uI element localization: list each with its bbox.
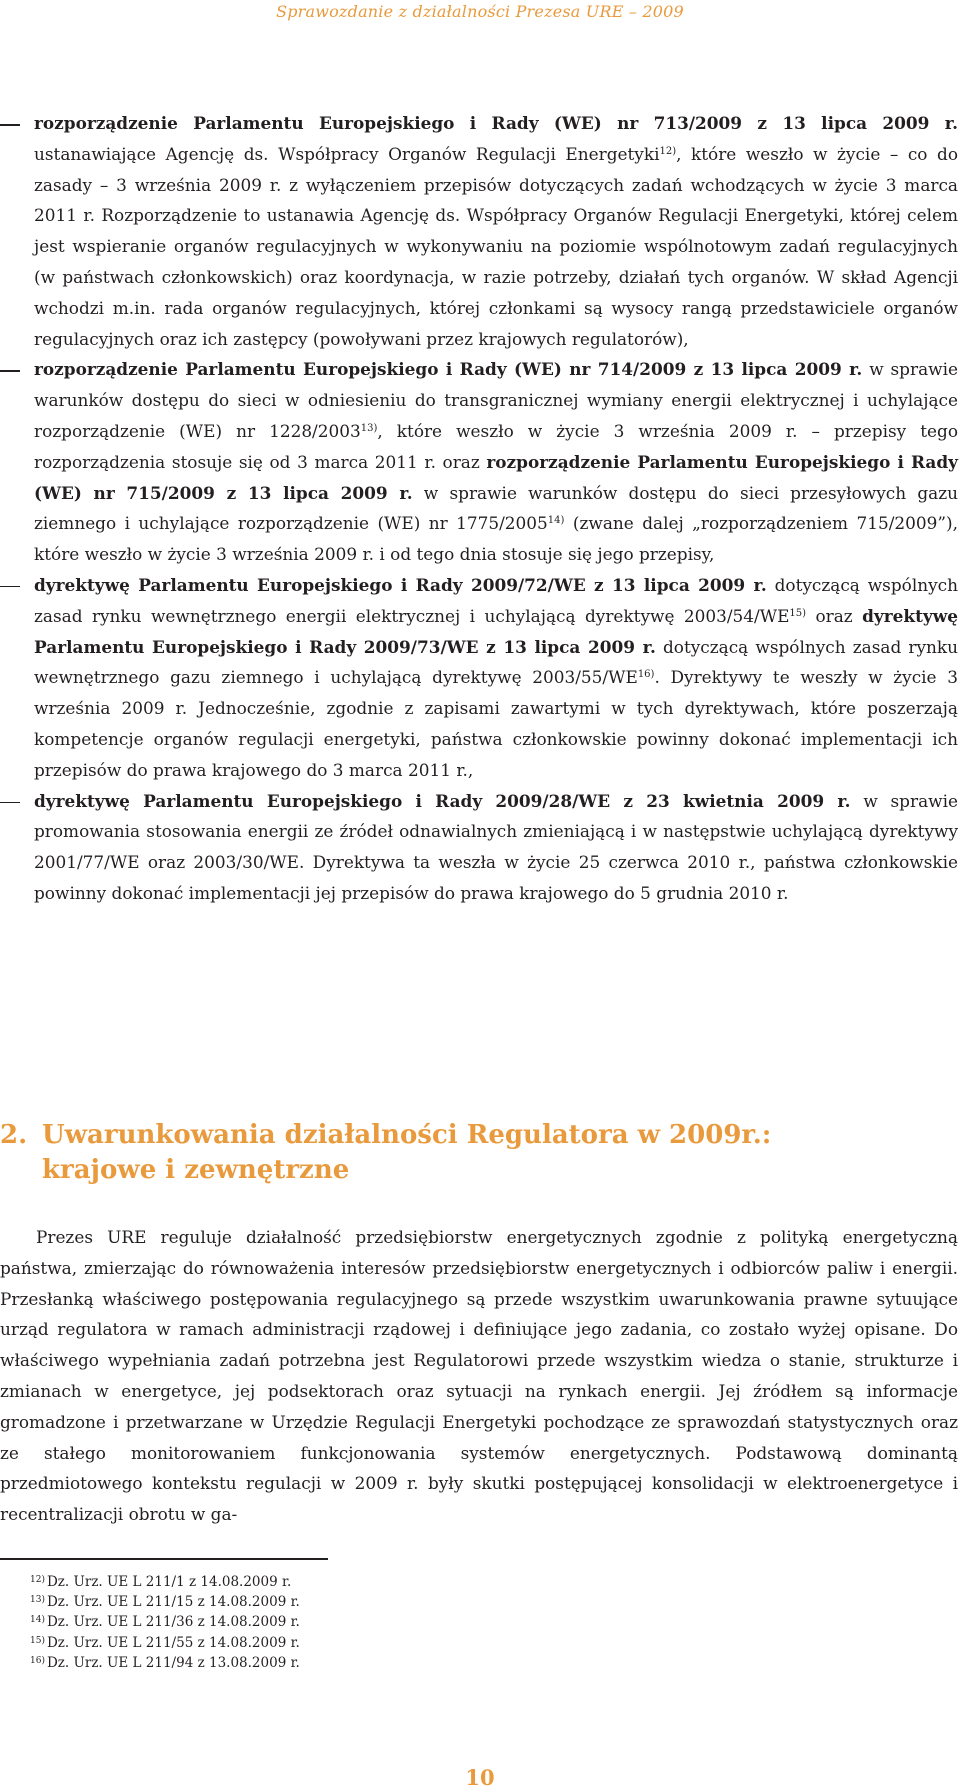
footnote-text: Dz. Urz. UE L 211/1 z 14.08.2009 r. bbox=[46, 1574, 292, 1590]
footnote bbox=[30, 1633, 300, 1653]
list-item bbox=[0, 786, 960, 909]
running-header: Sprawozdanie z działalności Prezesa URE – 2009 bbox=[276, 2, 684, 21]
footnote-text: Dz. Urz. UE L 211/36 z 14.08.2009 r. bbox=[46, 1614, 300, 1631]
body-paragraph: Prezes URE reguluje działalność przedsiębiorstw energetycznych zgodnie z polityką energetyczną państwa, zmierzając do równoważenia interesów przedsiębiorstw energetycznych i odbiorców paliw i energii. Przesłanką właściwego postępowania regulacyjnego są przede wszystkim uwarunkowania prawne sytuujące urząd regulatora w ramach administracji rządowej i definiujące jego zadania, co zostało wyżej opisane. Do właściwego wypełniania zadań potrzebna jest Regulatorowi przede wszystkim wiedza o stanie, strukturze i zmianach w energetyce, jej podsektorach oraz sytuacji na rynkach energii. Jej źródłem są informacje gromadzone i przetwarzane w Urzędzie Regulacji Energetyki pochodzące ze sprawozdań statystycznych oraz ze stałego monitorowaniem funkcjonowania systemów energetycznych. Podstawową dominantą przedmiotowego kontekstu regulacji w 2009 r. były skutki postępującej konsolidacji w elektroenergetyce i recentralizacji obrotu w ga- bbox=[0, 1227, 958, 1525]
footnote bbox=[30, 1653, 300, 1673]
item-text: w sprawie promowania stosowania energii ze źródeł odnawialnych zmieniającą i w następstwie uchylającą dyrektywy 2001/77/WE oraz 2003/30/WE. Dyrektywa ta weszła w życie 25 czerwca 2010 r., państwa członkowskie powinny dokonać implementacji jej przepisów do prawa krajowego do 5 grudnia 2010 r. bbox=[34, 790, 958, 903]
footnote-ref: 12) bbox=[659, 145, 677, 157]
list-item bbox=[0, 354, 960, 570]
footnote-mark: 13) bbox=[30, 1595, 45, 1606]
footnote bbox=[30, 1612, 300, 1632]
item-text: ustanawiające Agencję ds. Współpracy Organów Regulacji Energetyki bbox=[34, 143, 660, 164]
footnote-text: Dz. Urz. UE L 211/15 z 14.08.2009 r. bbox=[46, 1594, 300, 1611]
page-number: 10 bbox=[465, 1765, 495, 1790]
footnotes bbox=[30, 1572, 300, 1673]
footnote-text: Dz. Urz. UE L 211/55 z 14.08.2009 r. bbox=[46, 1634, 300, 1651]
item-text: , które weszło w życie 3 września 2009 r. – przepisy tego rozporządzenia stosuje się od 3 marca 2011 r. oraz bbox=[34, 420, 958, 472]
footnote-mark: 15) bbox=[30, 1635, 45, 1646]
legal-act-title: dyrektywę Parlamentu Europejskiego i Rady 2009/72/WE z 13 lipca 2009 r. bbox=[34, 574, 767, 595]
footnote-mark: 16) bbox=[30, 1655, 45, 1666]
footnote-mark: 14) bbox=[30, 1615, 45, 1626]
legal-act-title: dyrektywę Parlamentu Europejskiego i Rady 2009/73/WE z 13 lipca 2009 r. bbox=[34, 605, 959, 657]
legal-act-title: rozporządzenie Parlamentu Europejskiego i Rady (WE) nr 715/2009 z 13 lipca 2009 r. bbox=[34, 451, 958, 503]
legal-act-title: rozporządzenie Parlamentu Europejskiego i Rady (WE) nr 713/2009 z 13 lipca 2009 r. bbox=[34, 113, 958, 133]
item-text: . Dyrektywy te weszły w życie 3 września 2009 r. Jednocześnie, zgodnie z zapisami zawartymi w tych dyrektywach, które poszerzają kompetencje organów regulacji energetyki, państwa członkowskie powinny dokonać implementacji ich przepisów do prawa krajowego do 3 marca 2011 r., bbox=[34, 667, 958, 780]
item-text: w sprawie warunków dostępu do sieci w odniesieniu do transgranicznej wymiany energii elektrycznej i uchylające rozporządzenie (WE) nr 1228/2003 bbox=[34, 359, 958, 441]
footnote-ref: 14) bbox=[547, 515, 565, 527]
item-text: , które weszło w życie – co do zasady – 3 września 2009 r. z wyłączeniem przepisów dotyczących zadań wchodzących w życie 3 marca 2011 r. Rozporządzenie to ustanawia Agencję ds. Współpracy Organów Regulacji Energetyki, której celem jest wspieranie organów regulacyjnych w wykonywaniu na poziomie wspólnotowym zadań regulacyjnych (w państwach członkowskich) oraz koordynacja, w razie potrzeby, działań tych organów. W skład Agencji wchodzi m.in. rada organów regulacyjnych, której członkami są wysocy rangą przedstawiciele organów regulacyjnych oraz ich zastępcy (powoływani przez krajowych regulatorów), bbox=[34, 143, 958, 349]
section-heading bbox=[0, 1118, 960, 1188]
footnote-ref: 15) bbox=[789, 607, 807, 619]
legal-act-title: rozporządzenie Parlamentu Europejskiego i Rady (WE) nr 714/2009 z 13 lipca 2009 r. bbox=[34, 359, 863, 380]
section-number: 2. bbox=[0, 1120, 28, 1150]
legal-act-title: dyrektywę Parlamentu Europejskiego i Rady 2009/28/WE z 23 kwietnia 2009 r. bbox=[34, 790, 851, 811]
footnote-text: Dz. Urz. UE L 211/94 z 13.08.2009 r. bbox=[46, 1654, 300, 1671]
footnote-divider bbox=[0, 1558, 328, 1560]
footnote bbox=[30, 1592, 300, 1612]
item-text: (zwane dalej „rozporządzeniem 715/2009”), które weszło w życie 3 września 2009 r. i od tego dnia stosuje się jego przepisy, bbox=[34, 513, 958, 565]
item-text: dotyczącą wspólnych zasad rynku wewnętrznego gazu ziemnego i uchylającą dyrektywę 2003/55/WE bbox=[34, 636, 958, 688]
footnote-ref: 16) bbox=[637, 669, 655, 681]
legal-acts-list bbox=[0, 108, 960, 909]
footnote-mark: 12) bbox=[30, 1575, 45, 1585]
footnote-ref: 13) bbox=[360, 422, 378, 434]
item-text: oraz bbox=[806, 605, 863, 626]
list-item bbox=[0, 570, 960, 786]
item-text: dotyczącą wspólnych zasad rynku wewnętrznego energii elektrycznej i uchylającą dyrektywę 2003/54/WE bbox=[34, 574, 958, 626]
section-title-line-1: Uwarunkowania działalności Regulatora w 2009r.: bbox=[42, 1120, 772, 1150]
section-title-line-2: krajowe i zewnętrzne bbox=[42, 1155, 350, 1185]
list-item bbox=[0, 108, 960, 354]
item-text: w sprawie warunków dostępu do sieci przesyłowych gazu ziemnego i uchylające rozporządzenie (WE) nr 1775/2005 bbox=[34, 482, 959, 534]
footnote bbox=[30, 1572, 300, 1592]
